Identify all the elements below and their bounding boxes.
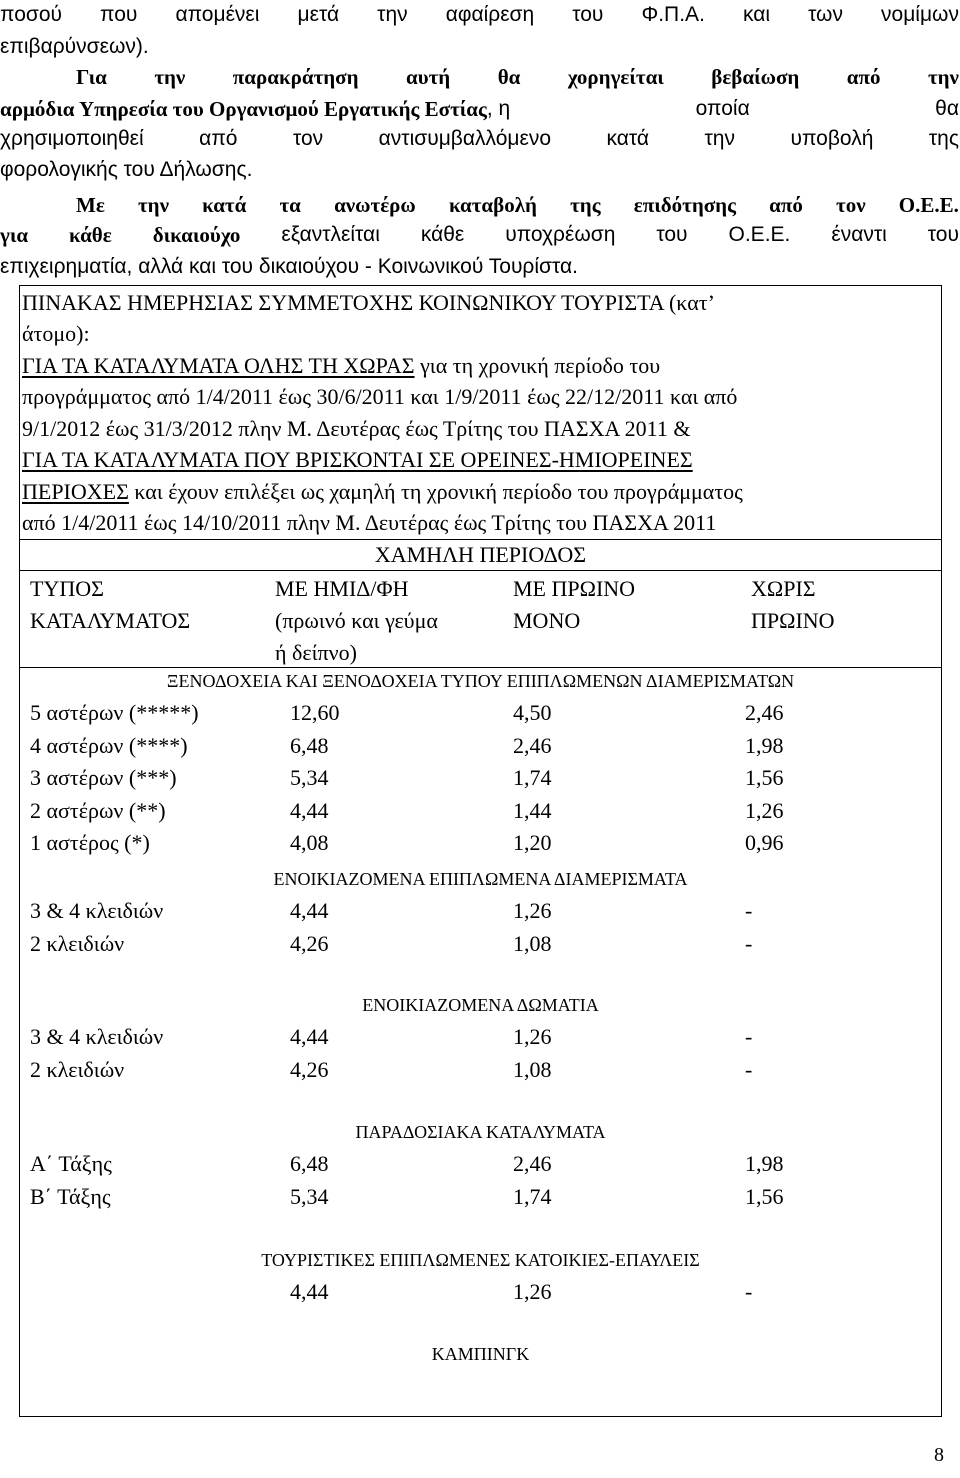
- prose-line-9: επιχειρηματία, αλλά και του δικαιούχου - Κοινωνικού Τουρίστα.: [0, 255, 578, 278]
- prose-line-3: [76, 62, 959, 92]
- value-half-board: 4,44: [290, 898, 329, 923]
- value-half-board: 5,34: [290, 1183, 329, 1209]
- word: την: [704, 127, 735, 150]
- row-type: Β΄ Τάξης: [30, 1183, 111, 1209]
- row-type: 2 κλειδιών: [30, 930, 125, 956]
- word-bold: κάθε: [69, 223, 112, 247]
- header-half-1: ΜΕ ΗΜΙΔ/ΦΗ: [275, 576, 409, 601]
- period-heading: ΧΑΜΗΛΗ ΠΕΡΙΟΔΟΣ: [374, 542, 587, 567]
- word-bold: δικαιούχο: [152, 223, 241, 247]
- word: που: [100, 3, 138, 26]
- word: Με: [76, 193, 105, 217]
- value-no-breakfast: -: [745, 898, 753, 923]
- prose-line-8: [0, 220, 959, 250]
- prose-line-4-rest: [487, 94, 959, 124]
- word: την: [137, 193, 169, 217]
- value-half-board: 4,26: [290, 1056, 329, 1082]
- prose-line-2: επιβαρύνσεων).: [0, 35, 149, 58]
- prose-line-1: [0, 0, 959, 30]
- value-half-board: 4,44: [290, 797, 329, 823]
- row-type: 4 αστέρων (****): [30, 732, 188, 758]
- word: την: [927, 65, 959, 89]
- header-none-1: ΧΩΡΙΣ: [751, 576, 816, 601]
- table-title: ΠΙΝΑΚΑΣ ΗΜΕΡΗΣΙΑΣ ΣΥΜΜΕΤΟΧΗΣ ΚΟΙΝΩΝΙΚΟΥ ΤΟΥΡΙΣΤΑ (κατ’: [22, 290, 715, 315]
- word: , η: [486, 97, 511, 120]
- word: της: [928, 127, 959, 150]
- word: έναντι: [831, 223, 887, 246]
- region-areas: ΠΕΡΙΟΧΕΣ: [22, 479, 129, 504]
- page-number: 8: [934, 1444, 944, 1466]
- word: επιδότησης: [633, 193, 736, 217]
- prose-line-4: [0, 94, 959, 124]
- word: κατά: [202, 193, 247, 217]
- word: Για: [76, 65, 107, 89]
- table-para-5: [22, 477, 743, 507]
- value-no-breakfast: 1,56: [745, 1183, 784, 1209]
- row-type: 5 αστέρων (*****): [30, 700, 199, 725]
- word: χρησιμοποιηθεί: [0, 127, 144, 150]
- word: τα: [279, 193, 301, 217]
- value-half-board: 5,34: [290, 765, 329, 791]
- value-half-board: 6,48: [290, 732, 329, 758]
- word: αφαίρεση: [445, 3, 535, 26]
- value-breakfast: 1,26: [513, 1024, 552, 1049]
- word: τον: [292, 127, 324, 150]
- word: Ο.Ε.Ε.: [898, 193, 959, 217]
- word: παρακράτηση: [232, 65, 359, 89]
- word: του: [927, 223, 959, 246]
- table-para-6: από 1/4/2011 έως 14/10/2011 πλην Μ. Δευτέρας έως Τρίτης του ΠΑΣΧΑ 2011: [22, 510, 717, 535]
- value-breakfast: 1,26: [513, 1279, 552, 1304]
- value-half-board: 4,26: [290, 930, 329, 956]
- word: κατά: [606, 127, 650, 150]
- value-half-board: 4,44: [290, 1279, 329, 1304]
- value-breakfast: 2,46: [513, 1151, 552, 1176]
- word: θα: [935, 97, 959, 120]
- value-no-breakfast: 0,96: [745, 830, 784, 856]
- value-breakfast: 4,50: [513, 700, 552, 725]
- table-para-1: [22, 351, 660, 381]
- section-title: ΤΟΥΡΙΣΤΙΚΕΣ ΕΠΙΠΛΩΜΕΝΕΣ ΚΑΤΟΙΚΙΕΣ-ΕΠΑΥΛΕΙΣ: [261, 1250, 700, 1270]
- word: απομένει: [175, 3, 260, 26]
- table-para-1-rest: για τη χρονική περίοδο του: [414, 353, 661, 378]
- word: νομίμων: [881, 3, 959, 26]
- word-bold: για: [0, 223, 29, 247]
- value-no-breakfast: 1,56: [745, 765, 784, 791]
- row-type: 1 αστέρος (*): [30, 830, 150, 856]
- word: των: [808, 3, 843, 26]
- word: από: [769, 193, 803, 217]
- word: και: [742, 3, 771, 26]
- section-title: ΠΑΡΑΔΟΣΙΑΚΑ ΚΑΤΑΛΥΜΑΤΑ: [355, 1122, 606, 1142]
- word: καταβολή: [448, 193, 537, 217]
- value-no-breakfast: -: [745, 930, 753, 956]
- value-breakfast: 1,26: [513, 898, 552, 923]
- word: από: [199, 127, 238, 150]
- region-all-country: ΓΙΑ ΤΑ ΚΑΤΑΛΥΜΑΤΑ ΟΛΗΣ ΤΗ ΧΩΡΑΣ: [22, 353, 415, 378]
- value-breakfast: 1,74: [513, 765, 552, 791]
- word: κάθε: [420, 223, 465, 246]
- region-mountain: ΓΙΑ ΤΑ ΚΑΤΑΛΥΜΑΤΑ ΠΟΥ ΒΡΙΣΚΟΝΤΑΙ ΣΕ ΟΡΕΙΝΕΣ-ΗΜΙΟΡΕΙΝΕΣ: [22, 447, 693, 472]
- value-no-breakfast: 2,46: [745, 700, 784, 725]
- table-para-3: 9/1/2012 έως 31/3/2012 πλην Μ. Δευτέρας έως Τρίτης του ΠΑΣΧΑ 2011 &: [22, 416, 691, 441]
- word: της: [570, 193, 601, 217]
- word: από: [846, 65, 881, 89]
- word: βεβαίωση: [711, 65, 800, 89]
- header-none-2: ΠΡΩΙΝΟ: [751, 608, 835, 633]
- section-title: ΕΝΟΙΚΙΑΖΟΜΕΝΑ ΕΠΙΠΛΩΜΕΝΑ ΔΙΑΜΕΡΙΣΜΑΤΑ: [273, 869, 688, 889]
- word: εξαντλείται: [281, 223, 380, 246]
- word: Φ.Π.Α.: [641, 3, 705, 26]
- prose-line-6: φορολογικής του Δήλωσης.: [0, 158, 253, 181]
- value-breakfast: 2,46: [513, 732, 552, 758]
- header-type-2: ΚΑΤΑΛΥΜΑΤΟΣ: [30, 608, 191, 633]
- prose-line-7: [76, 190, 959, 220]
- section-title: ΞΕΝΟΔΟΧΕΙΑ ΚΑΙ ΞΕΝΟΔΟΧΕΙΑ ΤΥΠΟΥ ΕΠΙΠΛΩΜΕΝΩΝ ΔΙΑΜΕΡΙΣΜΑΤΩΝ: [166, 671, 795, 691]
- value-no-breakfast: -: [745, 1056, 753, 1082]
- value-half-board: 4,44: [290, 1024, 329, 1049]
- prose-line-4-bold: αρμόδια Υπηρεσία του Οργανισμού Εργατικής Εστίας: [0, 97, 487, 121]
- word: χορηγείται: [567, 65, 664, 89]
- header-type-1: ΤΥΠΟΣ: [30, 576, 104, 601]
- row-type: 3 & 4 κλειδιών: [30, 1024, 164, 1049]
- participation-table: [19, 285, 942, 1417]
- prose-line-5: [0, 124, 959, 154]
- value-no-breakfast: -: [745, 1024, 753, 1049]
- value-no-breakfast: -: [745, 1279, 753, 1304]
- word: υποβολή: [790, 127, 874, 150]
- word: τον: [836, 193, 866, 217]
- word: ποσού: [0, 3, 62, 26]
- row-type: Α΄ Τάξης: [30, 1151, 112, 1176]
- table-para-5-rest: και έχουν επιλέξει ως χαμηλή τη χρονική περίοδο του προγράμματος: [128, 479, 743, 504]
- row-type: 3 αστέρων (***): [30, 765, 177, 791]
- word: μετά: [297, 3, 340, 26]
- header-half-3: ή δείπνο): [275, 640, 357, 665]
- word: την: [154, 65, 186, 89]
- value-breakfast: 1,74: [513, 1183, 552, 1209]
- header-breakfast-1: ΜΕ ΠΡΩΙΝΟ: [513, 576, 636, 601]
- value-half-board: 12,60: [290, 700, 340, 725]
- section-title: ΕΝΟΙΚΙΑΖΟΜΕΝΑ ΔΩΜΑΤΙΑ: [362, 995, 599, 1015]
- table-title-cont: άτομο):: [22, 321, 90, 346]
- value-half-board: 4,08: [290, 830, 329, 856]
- word: Ο.Ε.Ε.: [728, 223, 791, 246]
- word: θα: [497, 65, 521, 89]
- value-breakfast: 1,08: [513, 930, 552, 956]
- divider: [20, 570, 941, 571]
- word: την: [377, 3, 408, 26]
- value-no-breakfast: 1,26: [745, 797, 784, 823]
- header-breakfast-2: ΜΟΝΟ: [513, 608, 581, 633]
- word: ανωτέρω: [334, 193, 416, 217]
- row-type: 2 αστέρων (**): [30, 797, 166, 823]
- word: του: [572, 3, 604, 26]
- word: του: [656, 223, 688, 246]
- section-title: ΚΑΜΠΙΝΓΚ: [431, 1344, 530, 1364]
- value-no-breakfast: 1,98: [745, 732, 784, 758]
- word: υποχρέωση: [505, 223, 616, 246]
- value-breakfast: 1,08: [513, 1056, 552, 1082]
- row-type: 3 & 4 κλειδιών: [30, 898, 164, 923]
- word: οποία: [695, 97, 750, 120]
- table-para-2: προγράμματος από 1/4/2011 έως 30/6/2011 και 1/9/2011 έως 22/12/2011 και από: [22, 384, 738, 409]
- word: αντισυμβαλλόμενο: [378, 127, 552, 150]
- header-half-2: (πρωινό και γεύμα: [275, 608, 438, 633]
- value-half-board: 6,48: [290, 1151, 329, 1176]
- word: αυτή: [406, 65, 451, 89]
- value-breakfast: 1,44: [513, 797, 552, 823]
- row-type: 2 κλειδιών: [30, 1056, 125, 1082]
- value-breakfast: 1,20: [513, 830, 552, 856]
- value-no-breakfast: 1,98: [745, 1151, 784, 1176]
